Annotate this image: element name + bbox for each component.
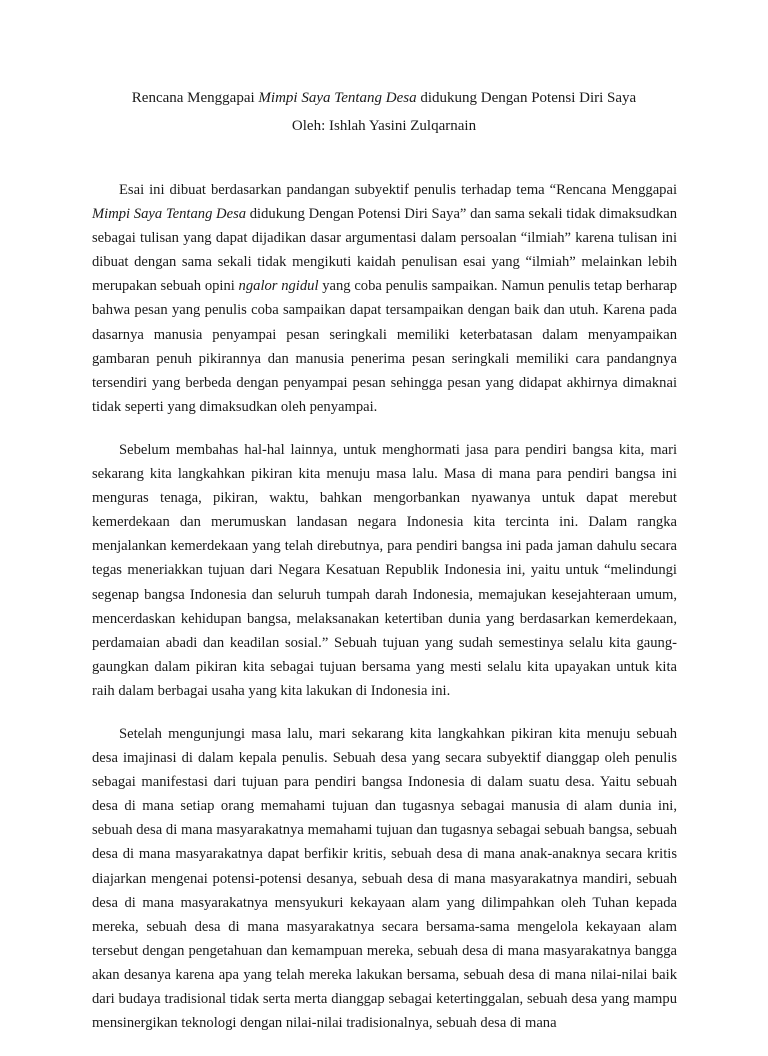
title-italic: Mimpi Saya Tentang Desa [258, 90, 417, 106]
document-body [92, 178, 677, 1056]
title-part-2: didukung Dengan Potensi Diri Saya [416, 90, 637, 106]
paragraph-2: Sebelum membahas hal-hal lainnya, untuk menghormati jasa para pendiri bangsa kita, mari sekarang kita langkahkan pikiran kita menuju masa lalu. Masa di mana para pendiri bangsa ini menguras tenaga, pikiran, waktu, bahkan mengorbankan nyawanya untuk dapat merebut kemerdekaan dan merumuskan landasan negara Indonesia kita tercinta ini. Dalam rangka menjalankan kemerdekaan yang telah direbutnya, para pendiri bangsa ini pada jaman dahulu secara tegas meneriakkan tujuan dari Negara Kesatuan Republik Indonesia ini, yaitu untuk “melindungi segenap bangsa Indonesia dan seluruh tumpah darah Indonesia, memajukan kesejahteraan umum, mencerdaskan kehidupan bangsa, melaksanakan ketertiban dunia yang berdasarkan kemerdekaan, perdamaian abadi dan keadilan sosial.” Sebuah tujuan yang sudah semestinya selalu kita gaung-gaungkan dalam pikiran kita sebagai tujuan bersama yang mesti selalu kita upayakan untuk kita raih dalam berbagai usaha yang kita lakukan di Indonesia ini. [92, 441, 677, 699]
paragraph-1-italic-phrase: ngalor ngidul [238, 278, 319, 295]
document-title [0, 88, 768, 108]
paragraph-3: Setelah mengunjungi masa lalu, mari sekarang kita langkahkan pikiran kita menuju sebuah desa imajinasi di dalam kepala penulis. Sebuah desa yang secara subyektif dianggap oleh penulis sebagai manifestasi dari tujuan para pendiri bangsa Indonesia di dalam suatu desa. Yaitu sebuah desa di mana setiap orang memahami tujuan dan tugasnya sebagai manusia di alam dunia ini, sebuah desa di mana masyarakatnya memahami tujuan dan tugasnya sebagai sebuah bangsa, sebuah desa di mana masyarakatnya dapat berfikir kritis, sebuah desa di mana anak-anaknya secara kritis diajarkan mengenai potensi-potensi desanya, sebuah desa di mana masyarakatnya mandiri, sebuah desa di mana masyarakatnya mensyukuri kekayaan alam yang dilimpahkan oleh Tuhan kepada mereka, sebuah desa di mana masyarakatnya secara bersama-sama mengelola kekayaan alam tersebut dengan pengetahuan dan kemampuan mereka, sebuah desa di mana masyarakatnya bangga akan desanya karena apa yang telah mereka lakukan bersama, sebuah desa di mana nilai-nilai baik dari budaya tradisional tidak serta merta dianggap sebagai ketertinggalan, sebuah desa yang mampu mensinergikan teknologi dengan nilai-nilai tradisionalnya, sebuah desa di mana [92, 725, 677, 1032]
title-part-1: Rencana Menggapai [131, 90, 259, 106]
paragraph-1-text-c: didukung Dengan Potensi Diri Saya” dan sama sekali tidak dimaksudkan sebagai tulisan yang dapat dijadikan dasar argumentasi dalam persoalan “ilmiah” karena tulisan ini dibuat dengan sama sekali tidak mengikuti kaidah penulisan esai yang “ilmiah” melainkan lebih merupakan sebuah opini [92, 206, 677, 295]
paragraph-1-italic-title: Mimpi Saya Tentang Desa [92, 206, 247, 223]
paragraph-1-text-a: Esai ini dibuat berdasarkan pandangan subyektif penulis terhadap tema “Rencana Menggapai [119, 182, 677, 198]
paragraph-1 [92, 178, 677, 419]
paragraph-1-text-e: yang coba penulis sampaikan. Namun penulis tetap berharap bahwa pesan yang penulis coba sampaikan dapat tersampaikan dengan baik dan utuh. Karena pada dasarnya manusia penyampai pesan seringkali memiliki keterbatasan dalam menyampaikan gambaran penuh pikirannya dan manusia penerima pesan seringkali memiliki cara pandangnya tersendiri yang berbeda dengan penyampai pesan sehingga pesan yang didapat akhirnya dimaknai tidak seperti yang dimaksudkan oleh penyampai. [92, 278, 677, 415]
author-line: Oleh: Ishlah Yasini Zulqarnain [291, 118, 477, 134]
